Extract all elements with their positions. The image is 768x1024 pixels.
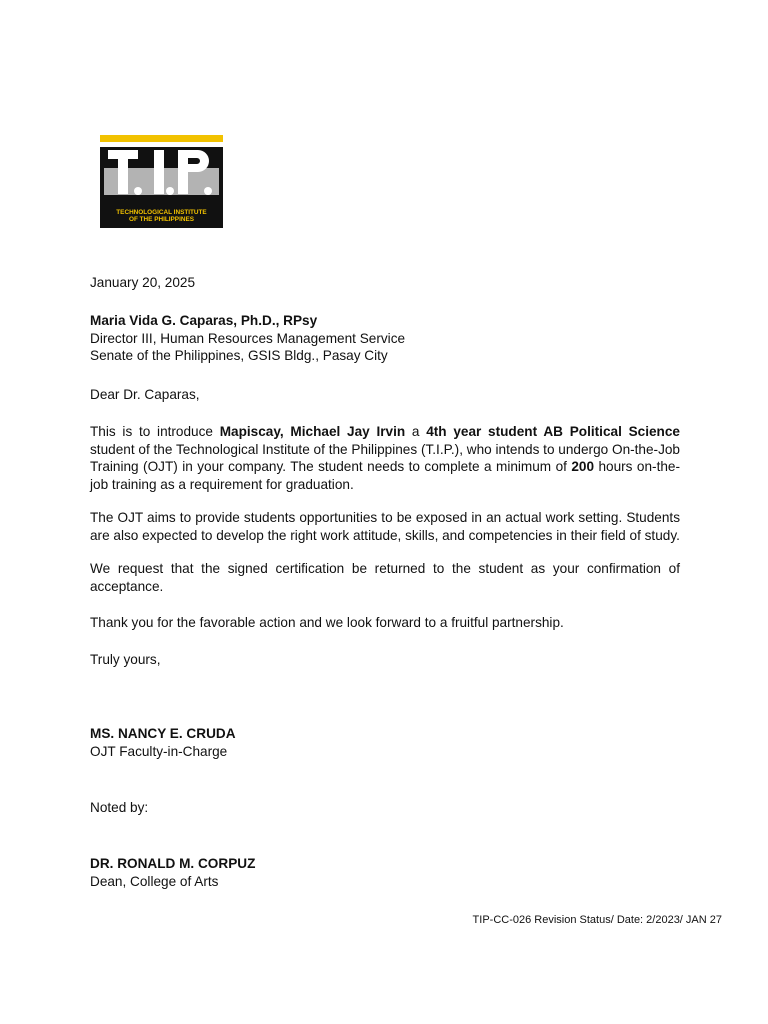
recipient-name: Maria Vida G. Caparas, Ph.D., RPsy	[90, 313, 318, 328]
signer-faculty	[90, 725, 680, 760]
recipient-address: Senate of the Philippines, GSIS Bldg., Pasay City	[90, 348, 388, 363]
paragraph-thanks: Thank you for the favorable action and we look forward to a fruitful partnership.	[90, 615, 564, 630]
document-footer-code: TIP-CC-026 Revision Status/ Date: 2/2023/ JAN 27	[472, 914, 722, 926]
signer-dean	[90, 855, 680, 890]
signer-dean-title: Dean, College of Arts	[90, 873, 219, 889]
student-name: Mapiscay, Michael Jay Irvin	[219, 424, 406, 439]
recipient-title: Director III, Human Resources Management Service	[90, 330, 406, 346]
noted-by-label: Noted by:	[90, 800, 149, 815]
required-hours: 200	[571, 459, 595, 474]
svg-text:TECHNOLOGICAL INSTITUTE: TECHNOLOGICAL INSTITUTE	[116, 209, 207, 216]
student-program: 4th year student AB Political Science	[426, 424, 680, 439]
signer-dean-name: DR. RONALD M. CORPUZ	[90, 856, 256, 871]
signer-faculty-title: OJT Faculty-in-Charge	[90, 743, 228, 759]
letter-date: January 20, 2025	[90, 275, 196, 290]
signer-faculty-name: MS. NANCY E. CRUDA	[90, 726, 236, 741]
svg-text:OF THE PHILIPPINES: OF THE PHILIPPINES	[129, 216, 194, 223]
closing: Truly yours,	[90, 652, 161, 667]
paragraph-introduction: This is to introduce Mapiscay, Michael Jay Irvin a 4th year student AB Political Science student of the Technological Institute of the Philippines (T.I.P.), who intends to undergo On-the-Job Training (OJT) in your company. The student needs to complete a minimum of 200 hours on-the-job training as a requirement for graduation.	[90, 424, 680, 492]
salutation: Dear Dr. Caparas,	[90, 387, 200, 402]
tip-logo-icon	[100, 135, 223, 228]
recipient-block	[90, 312, 680, 365]
paragraph-ojt-aims: The OJT aims to provide students opportunities to be exposed in an actual work setting. Students are also expected to develop the right work attitude, skills, and competencies in their field of study.	[90, 510, 680, 543]
paragraph-request: We request that the signed certification be returned to the student as your confirmation of acceptance.	[90, 561, 680, 594]
tip-logo	[100, 135, 223, 228]
